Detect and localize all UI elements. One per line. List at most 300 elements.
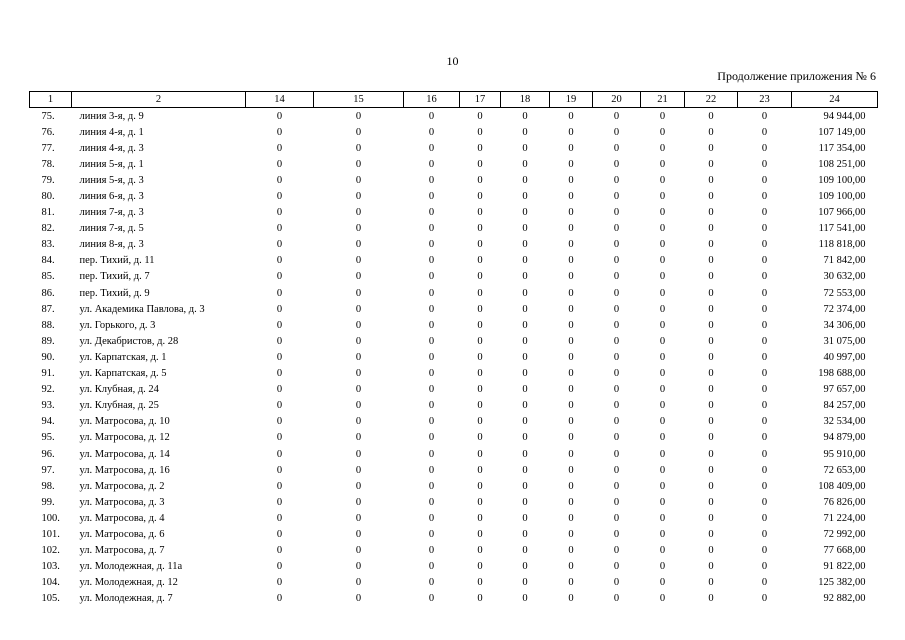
value-cell: 0 xyxy=(761,577,768,589)
value-cell: 0 xyxy=(276,319,283,331)
value-cell: 0 xyxy=(659,158,666,170)
value-cell: 0 xyxy=(568,126,574,138)
total-cell: 76 826,00 xyxy=(823,496,866,508)
table-row xyxy=(30,398,878,414)
value-cell: 0 xyxy=(522,368,528,380)
value-cell: 0 xyxy=(761,480,768,492)
address-cell: ул. Матросова, д. 12 xyxy=(79,432,170,444)
table-row xyxy=(30,349,878,365)
value-cell: 0 xyxy=(761,126,768,138)
value-cell: 0 xyxy=(761,287,768,299)
row-number-cell: 86. xyxy=(41,287,55,299)
value-cell: 0 xyxy=(355,464,362,476)
total-cell: 72 992,00 xyxy=(823,528,866,540)
value-cell: 0 xyxy=(613,126,620,138)
value-cell: 0 xyxy=(568,416,574,428)
value-cell: 0 xyxy=(659,368,666,380)
value-cell: 0 xyxy=(355,174,362,186)
value-cell: 0 xyxy=(276,223,283,235)
continuation-caption: Продолжение приложения № 6 xyxy=(717,69,876,83)
value-cell: 0 xyxy=(659,512,666,524)
value-cell: 0 xyxy=(761,207,768,219)
value-cell: 0 xyxy=(477,512,483,524)
value-cell: 0 xyxy=(355,207,362,219)
value-cell: 0 xyxy=(568,512,574,524)
value-cell: 0 xyxy=(613,593,620,605)
value-cell: 0 xyxy=(708,110,714,122)
value-cell: 0 xyxy=(276,239,283,251)
address-cell: пер. Тихий, д. 11 xyxy=(79,255,155,267)
value-cell: 0 xyxy=(276,191,283,203)
address-cell: линия 5-я, д. 3 xyxy=(79,174,144,186)
value-cell: 0 xyxy=(659,126,666,138)
value-cell: 0 xyxy=(761,400,768,412)
total-cell: 72 653,00 xyxy=(823,464,866,476)
value-cell: 0 xyxy=(708,239,714,251)
value-cell: 0 xyxy=(708,223,714,235)
address-cell: ул. Декабристов, д. 28 xyxy=(79,335,179,347)
value-cell: 0 xyxy=(613,174,620,186)
value-cell: 0 xyxy=(522,400,528,412)
value-cell: 0 xyxy=(428,223,435,235)
table-row xyxy=(30,317,878,333)
value-cell: 0 xyxy=(708,368,714,380)
value-cell: 0 xyxy=(568,239,574,251)
value-cell: 0 xyxy=(477,239,483,251)
column-header: 17 xyxy=(460,92,501,108)
value-cell: 0 xyxy=(708,464,714,476)
value-cell: 0 xyxy=(522,448,528,460)
value-cell: 0 xyxy=(355,448,362,460)
total-cell: 95 910,00 xyxy=(823,448,866,460)
total-cell: 108 251,00 xyxy=(818,158,866,170)
value-cell: 0 xyxy=(276,448,283,460)
value-cell: 0 xyxy=(522,480,528,492)
value-cell: 0 xyxy=(428,142,435,154)
value-cell: 0 xyxy=(761,432,768,444)
value-cell: 0 xyxy=(613,142,620,154)
value-cell: 0 xyxy=(613,351,620,363)
value-cell: 0 xyxy=(477,303,483,315)
value-cell: 0 xyxy=(568,271,574,283)
table-row xyxy=(30,269,878,285)
value-cell: 0 xyxy=(355,400,362,412)
value-cell: 0 xyxy=(477,480,483,492)
value-cell: 0 xyxy=(522,593,528,605)
value-cell: 0 xyxy=(428,239,435,251)
value-cell: 0 xyxy=(428,126,435,138)
value-cell: 0 xyxy=(659,239,666,251)
table-row xyxy=(30,510,878,526)
value-cell: 0 xyxy=(613,545,620,557)
value-cell: 0 xyxy=(659,400,666,412)
value-cell: 0 xyxy=(522,142,528,154)
total-cell: 71 224,00 xyxy=(823,512,866,524)
value-cell: 0 xyxy=(276,528,283,540)
total-cell: 125 382,00 xyxy=(818,577,866,589)
value-cell: 0 xyxy=(477,545,483,557)
value-cell: 0 xyxy=(477,528,483,540)
value-cell: 0 xyxy=(708,496,714,508)
value-cell: 0 xyxy=(522,303,528,315)
address-cell: пер. Тихий, д. 9 xyxy=(79,287,150,299)
value-cell: 0 xyxy=(428,416,435,428)
value-cell: 0 xyxy=(613,512,620,524)
column-header-row xyxy=(30,92,878,108)
value-cell: 0 xyxy=(613,448,620,460)
value-cell: 0 xyxy=(355,496,362,508)
total-cell: 117 541,00 xyxy=(818,223,866,235)
value-cell: 0 xyxy=(428,512,435,524)
value-cell: 0 xyxy=(355,158,362,170)
value-cell: 0 xyxy=(659,545,666,557)
value-cell: 0 xyxy=(708,319,714,331)
value-cell: 0 xyxy=(276,593,283,605)
value-cell: 0 xyxy=(522,464,528,476)
value-cell: 0 xyxy=(355,528,362,540)
row-number-cell: 81. xyxy=(41,207,55,219)
value-cell: 0 xyxy=(522,351,528,363)
value-cell: 0 xyxy=(522,126,528,138)
column-header: 15 xyxy=(314,92,404,108)
value-cell: 0 xyxy=(428,464,435,476)
value-cell: 0 xyxy=(522,545,528,557)
value-cell: 0 xyxy=(355,142,362,154)
value-cell: 0 xyxy=(761,142,768,154)
value-cell: 0 xyxy=(659,384,666,396)
value-cell: 0 xyxy=(477,577,483,589)
address-cell: ул. Молодежная, д. 7 xyxy=(79,593,173,605)
value-cell: 0 xyxy=(355,480,362,492)
row-number-cell: 91. xyxy=(41,368,55,380)
value-cell: 0 xyxy=(659,528,666,540)
value-cell: 0 xyxy=(568,142,574,154)
value-cell: 0 xyxy=(613,561,620,573)
value-cell: 0 xyxy=(477,368,483,380)
value-cell: 0 xyxy=(708,545,714,557)
value-cell: 0 xyxy=(659,351,666,363)
value-cell: 0 xyxy=(659,416,666,428)
address-cell: ул. Молодежная, д. 12 xyxy=(79,577,178,589)
appendix-table xyxy=(29,91,878,607)
value-cell: 0 xyxy=(659,223,666,235)
value-cell: 0 xyxy=(613,496,620,508)
value-cell: 0 xyxy=(522,496,528,508)
value-cell: 0 xyxy=(477,287,483,299)
value-cell: 0 xyxy=(568,110,574,122)
row-number-cell: 84. xyxy=(41,255,55,267)
table-body xyxy=(30,108,878,607)
total-cell: 84 257,00 xyxy=(823,400,866,412)
row-number-cell: 95. xyxy=(41,432,55,444)
value-cell: 0 xyxy=(428,561,435,573)
address-cell: пер. Тихий, д. 7 xyxy=(79,271,150,283)
value-cell: 0 xyxy=(761,303,768,315)
value-cell: 0 xyxy=(355,432,362,444)
value-cell: 0 xyxy=(613,577,620,589)
value-cell: 0 xyxy=(477,496,483,508)
column-header: 24 xyxy=(792,92,878,108)
address-cell: ул. Клубная, д. 25 xyxy=(79,400,159,412)
value-cell: 0 xyxy=(428,432,435,444)
address-cell: линия 7-я, д. 5 xyxy=(79,223,144,235)
value-cell: 0 xyxy=(477,351,483,363)
value-cell: 0 xyxy=(477,561,483,573)
value-cell: 0 xyxy=(522,528,528,540)
value-cell: 0 xyxy=(428,255,435,267)
value-cell: 0 xyxy=(659,496,666,508)
table-row xyxy=(30,172,878,188)
total-cell: 97 657,00 xyxy=(823,384,866,396)
table-row xyxy=(30,559,878,575)
table-row xyxy=(30,366,878,382)
value-cell: 0 xyxy=(708,384,714,396)
value-cell: 0 xyxy=(708,287,714,299)
address-cell: ул. Матросова, д. 16 xyxy=(79,464,170,476)
value-cell: 0 xyxy=(761,545,768,557)
address-cell: ул. Горького, д. 3 xyxy=(79,319,156,331)
value-cell: 0 xyxy=(761,174,768,186)
value-cell: 0 xyxy=(568,351,574,363)
column-header: 2 xyxy=(72,92,246,108)
row-number-cell: 104. xyxy=(41,577,60,589)
table-row xyxy=(30,543,878,559)
value-cell: 0 xyxy=(568,335,574,347)
row-number-cell: 77. xyxy=(41,142,55,154)
total-cell: 34 306,00 xyxy=(823,319,866,331)
row-number-cell: 102. xyxy=(41,545,60,557)
address-cell: ул. Матросова, д. 14 xyxy=(79,448,170,460)
table-row xyxy=(30,494,878,510)
value-cell: 0 xyxy=(708,191,714,203)
total-cell: 30 632,00 xyxy=(823,271,866,283)
value-cell: 0 xyxy=(613,319,620,331)
address-cell: ул. Клубная, д. 24 xyxy=(79,384,159,396)
value-cell: 0 xyxy=(708,174,714,186)
value-cell: 0 xyxy=(522,223,528,235)
table-row xyxy=(30,285,878,301)
value-cell: 0 xyxy=(761,319,768,331)
row-number-cell: 93. xyxy=(41,400,55,412)
total-cell: 92 882,00 xyxy=(823,593,866,605)
value-cell: 0 xyxy=(276,207,283,219)
value-cell: 0 xyxy=(613,480,620,492)
table-row xyxy=(30,140,878,156)
address-cell: линия 6-я, д. 3 xyxy=(79,191,144,203)
value-cell: 0 xyxy=(761,512,768,524)
table-row xyxy=(30,462,878,478)
value-cell: 0 xyxy=(613,432,620,444)
value-cell: 0 xyxy=(659,464,666,476)
value-cell: 0 xyxy=(708,577,714,589)
value-cell: 0 xyxy=(276,432,283,444)
value-cell: 0 xyxy=(428,400,435,412)
column-header: 16 xyxy=(404,92,460,108)
value-cell: 0 xyxy=(428,528,435,540)
value-cell: 0 xyxy=(708,303,714,315)
value-cell: 0 xyxy=(761,223,768,235)
column-header: 14 xyxy=(246,92,314,108)
value-cell: 0 xyxy=(477,126,483,138)
value-cell: 0 xyxy=(568,448,574,460)
value-cell: 0 xyxy=(477,384,483,396)
address-cell: ул. Матросова, д. 4 xyxy=(79,512,165,524)
row-number-cell: 88. xyxy=(41,319,55,331)
value-cell: 0 xyxy=(276,271,283,283)
value-cell: 0 xyxy=(522,158,528,170)
total-cell: 107 966,00 xyxy=(818,207,866,219)
value-cell: 0 xyxy=(276,351,283,363)
row-number-cell: 78. xyxy=(41,158,55,170)
value-cell: 0 xyxy=(276,512,283,524)
address-cell: линия 4-я, д. 3 xyxy=(79,142,144,154)
value-cell: 0 xyxy=(613,223,620,235)
value-cell: 0 xyxy=(568,207,574,219)
row-number-cell: 82. xyxy=(41,223,55,235)
value-cell: 0 xyxy=(355,303,362,315)
total-cell: 31 075,00 xyxy=(823,335,866,347)
value-cell: 0 xyxy=(428,368,435,380)
value-cell: 0 xyxy=(276,368,283,380)
value-cell: 0 xyxy=(276,142,283,154)
value-cell: 0 xyxy=(522,255,528,267)
page-number: 10 xyxy=(446,54,459,68)
value-cell: 0 xyxy=(708,351,714,363)
total-cell: 72 374,00 xyxy=(823,303,866,315)
value-cell: 0 xyxy=(761,158,768,170)
value-cell: 0 xyxy=(761,351,768,363)
table-row xyxy=(30,124,878,140)
table-row xyxy=(30,156,878,172)
value-cell: 0 xyxy=(659,142,666,154)
table-row xyxy=(30,414,878,430)
value-cell: 0 xyxy=(276,158,283,170)
value-cell: 0 xyxy=(428,480,435,492)
value-cell: 0 xyxy=(522,577,528,589)
value-cell: 0 xyxy=(355,110,362,122)
column-header: 23 xyxy=(738,92,792,108)
value-cell: 0 xyxy=(477,335,483,347)
value-cell: 0 xyxy=(355,351,362,363)
address-cell: линия 8-я, д. 3 xyxy=(79,239,144,251)
row-number-cell: 83. xyxy=(41,239,55,251)
value-cell: 0 xyxy=(568,223,574,235)
value-cell: 0 xyxy=(477,416,483,428)
value-cell: 0 xyxy=(522,207,528,219)
total-cell: 198 688,00 xyxy=(818,368,866,380)
value-cell: 0 xyxy=(568,561,574,573)
value-cell: 0 xyxy=(659,191,666,203)
value-cell: 0 xyxy=(708,207,714,219)
total-cell: 32 534,00 xyxy=(823,416,866,428)
value-cell: 0 xyxy=(276,561,283,573)
table-row xyxy=(30,108,878,125)
value-cell: 0 xyxy=(522,384,528,396)
value-cell: 0 xyxy=(708,126,714,138)
value-cell: 0 xyxy=(355,319,362,331)
value-cell: 0 xyxy=(355,368,362,380)
value-cell: 0 xyxy=(613,271,620,283)
value-cell: 0 xyxy=(708,448,714,460)
total-cell: 94 944,00 xyxy=(823,110,866,122)
row-number-cell: 103. xyxy=(41,561,60,573)
value-cell: 0 xyxy=(477,255,483,267)
column-header: 20 xyxy=(593,92,641,108)
total-cell: 71 842,00 xyxy=(823,255,866,267)
value-cell: 0 xyxy=(428,174,435,186)
value-cell: 0 xyxy=(659,561,666,573)
total-cell: 91 822,00 xyxy=(823,561,866,573)
table-row xyxy=(30,333,878,349)
table-row xyxy=(30,205,878,221)
value-cell: 0 xyxy=(522,239,528,251)
value-cell: 0 xyxy=(477,593,483,605)
value-cell: 0 xyxy=(522,335,528,347)
value-cell: 0 xyxy=(428,287,435,299)
value-cell: 0 xyxy=(428,110,435,122)
value-cell: 0 xyxy=(276,384,283,396)
column-header: 18 xyxy=(501,92,550,108)
value-cell: 0 xyxy=(613,464,620,476)
value-cell: 0 xyxy=(568,593,574,605)
column-header: 22 xyxy=(685,92,738,108)
value-cell: 0 xyxy=(276,287,283,299)
value-cell: 0 xyxy=(522,416,528,428)
value-cell: 0 xyxy=(761,496,768,508)
value-cell: 0 xyxy=(659,480,666,492)
table-row xyxy=(30,188,878,204)
value-cell: 0 xyxy=(659,174,666,186)
row-number-cell: 75. xyxy=(41,110,55,122)
value-cell: 0 xyxy=(477,271,483,283)
value-cell: 0 xyxy=(355,126,362,138)
row-number-cell: 80. xyxy=(41,191,55,203)
value-cell: 0 xyxy=(761,561,768,573)
value-cell: 0 xyxy=(428,496,435,508)
value-cell: 0 xyxy=(659,593,666,605)
column-header: 1 xyxy=(30,92,72,108)
value-cell: 0 xyxy=(659,448,666,460)
value-cell: 0 xyxy=(659,255,666,267)
row-number-cell: 99. xyxy=(41,496,55,508)
value-cell: 0 xyxy=(761,271,768,283)
value-cell: 0 xyxy=(276,400,283,412)
value-cell: 0 xyxy=(761,255,768,267)
total-cell: 94 879,00 xyxy=(823,432,866,444)
value-cell: 0 xyxy=(477,142,483,154)
value-cell: 0 xyxy=(355,545,362,557)
value-cell: 0 xyxy=(568,480,574,492)
value-cell: 0 xyxy=(355,577,362,589)
value-cell: 0 xyxy=(355,335,362,347)
value-cell: 0 xyxy=(355,223,362,235)
value-cell: 0 xyxy=(276,496,283,508)
table-row xyxy=(30,526,878,542)
address-cell: ул. Академика Павлова, д. 3 xyxy=(79,303,205,315)
value-cell: 0 xyxy=(276,110,283,122)
value-cell: 0 xyxy=(761,416,768,428)
table-row xyxy=(30,382,878,398)
value-cell: 0 xyxy=(522,287,528,299)
value-cell: 0 xyxy=(659,577,666,589)
total-cell: 109 100,00 xyxy=(818,191,866,203)
value-cell: 0 xyxy=(276,464,283,476)
value-cell: 0 xyxy=(428,319,435,331)
value-cell: 0 xyxy=(761,528,768,540)
value-cell: 0 xyxy=(613,191,620,203)
total-cell: 77 668,00 xyxy=(823,545,866,557)
value-cell: 0 xyxy=(276,174,283,186)
